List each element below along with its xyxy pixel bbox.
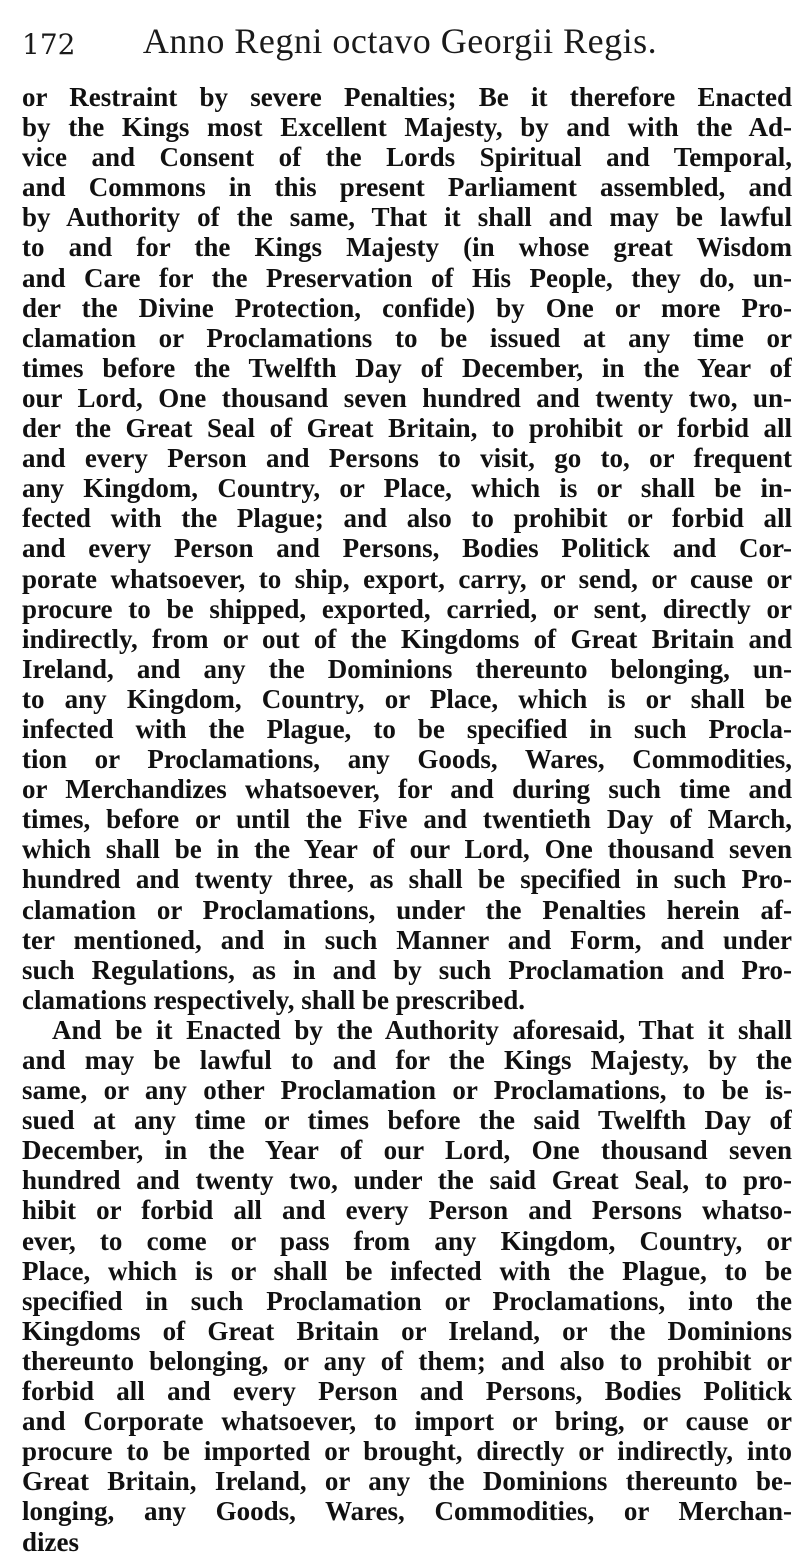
text-line: and every Person and Persons, Bodies Politick and Cor- <box>22 533 792 564</box>
text-line: Ireland, and any the Dominions thereunto belonging, un- <box>22 653 792 684</box>
text-line: such Regulations, as in and by such Proclamation and Pro- <box>22 954 792 985</box>
text-line: Great Britain, Ireland, or any the Dominions thereunto be- <box>22 1466 792 1497</box>
page-header <box>0 20 800 70</box>
text-line: by the Kings most Excellent Majesty, by and with the Ad- <box>22 112 792 143</box>
page-number: 172 <box>22 28 76 61</box>
text-line: clamation or Proclamations to be issued at any time or <box>22 322 792 353</box>
text-line: procure to be shipped, exported, carried, or sent, directly or <box>22 593 792 624</box>
text-line: der the Divine Protection, confide) by One or more Pro- <box>22 292 792 323</box>
text-line: ever, to come or pass from any Kingdom, Country, or <box>22 1225 792 1256</box>
text-line: hundred and twenty three, as shall be specified in such Pro- <box>22 864 792 895</box>
text-line: der the Great Seal of Great Britain, to prohibit or forbid all <box>22 413 792 444</box>
text-line: dizes <box>22 1526 79 1557</box>
text-line: infected with the Plague, to be specified in such Procla- <box>22 713 792 744</box>
text-line: vice and Consent of the Lords Spiritual and Temporal, <box>22 142 792 173</box>
text-line: procure to be imported or brought, directly or indirectly, into <box>22 1436 792 1467</box>
text-line: any Kingdom, Country, or Place, which is or shall be in- <box>22 473 792 504</box>
text-line: December, in the Year of our Lord, One thousand seven <box>22 1135 792 1166</box>
text-line: and may be lawful to and for the Kings Majesty, by the <box>22 1045 792 1075</box>
text-line: and Commons in this present Parliament assembled, and <box>22 172 792 203</box>
text-line: Kingdoms of Great Britain or Ireland, or the Dominions <box>22 1315 792 1346</box>
text-line: and Care for the Preservation of His People, they do, un- <box>22 262 792 293</box>
running-head: Anno Regni octavo Georgii Regis. <box>142 21 658 61</box>
text-line: or Merchandizes whatsoever, for and during such time and <box>22 774 792 805</box>
text-line: sued at any time or times before the said Twelfth Day of <box>22 1105 792 1136</box>
text-line: and Corporate whatsoever, to import or bring, or cause or <box>22 1406 792 1437</box>
text-line: tion or Proclamations, any Goods, Wares, Commodities, <box>22 744 792 775</box>
text-line: which shall be in the Year of our Lord, One thousand seven <box>22 834 792 865</box>
text-line: Place, which is or shall be infected with the Plague, to be <box>22 1255 792 1286</box>
text-line: specified in such Proclamation or Proclamations, into the <box>22 1285 792 1316</box>
text-line: forbid all and every Person and Persons, Bodies Politick <box>22 1376 792 1407</box>
text-line: fected with the Plague; and also to prohibit or forbid all <box>22 503 792 534</box>
statute-text <box>22 82 792 1557</box>
text-line: same, or any other Proclamation or Proclamations, to be is- <box>22 1075 792 1106</box>
text-line: And be it Enacted by the Authority aforesaid, That it shall <box>52 1014 792 1045</box>
text-line: times, before or until the Five and twentieth Day of March, <box>22 804 792 835</box>
text-line: by Authority of the same, That it shall and may be lawful <box>22 202 792 233</box>
text-line: clamation or Proclamations, under the Penalties herein af- <box>22 894 792 925</box>
text-line: times before the Twelfth Day of December, in the Year of <box>22 352 792 383</box>
text-line: longing, any Goods, Wares, Commodities, or Merchan- <box>22 1496 792 1527</box>
text-line: to and for the Kings Majesty (in whose great Wisdom <box>22 232 792 263</box>
text-line: hibit or forbid all and every Person and Persons whatso- <box>22 1195 792 1226</box>
text-line: to any Kingdom, Country, or Place, which is or shall be <box>22 683 792 714</box>
text-line: our Lord, One thousand seven hundred and twenty two, un- <box>22 382 792 413</box>
text-line: indirectly, from or out of the Kingdoms of Great Britain and <box>22 623 792 654</box>
text-line: porate whatsoever, to ship, export, carry, or send, or cause or <box>22 563 792 594</box>
text-line: thereunto belonging, or any of them; and also to prohibit or <box>22 1345 792 1376</box>
text-line: ter mentioned, and in such Manner and Form, and under <box>22 924 792 955</box>
text-line: or Restraint by severe Penalties; Be it therefore Enacted <box>22 82 792 112</box>
text-line: hundred and twenty two, under the said Great Seal, to pro- <box>22 1165 792 1196</box>
text-line: and every Person and Persons to visit, go to, or frequent <box>22 443 792 474</box>
text-line: clamations respectively, shall be prescribed. <box>22 984 525 1015</box>
